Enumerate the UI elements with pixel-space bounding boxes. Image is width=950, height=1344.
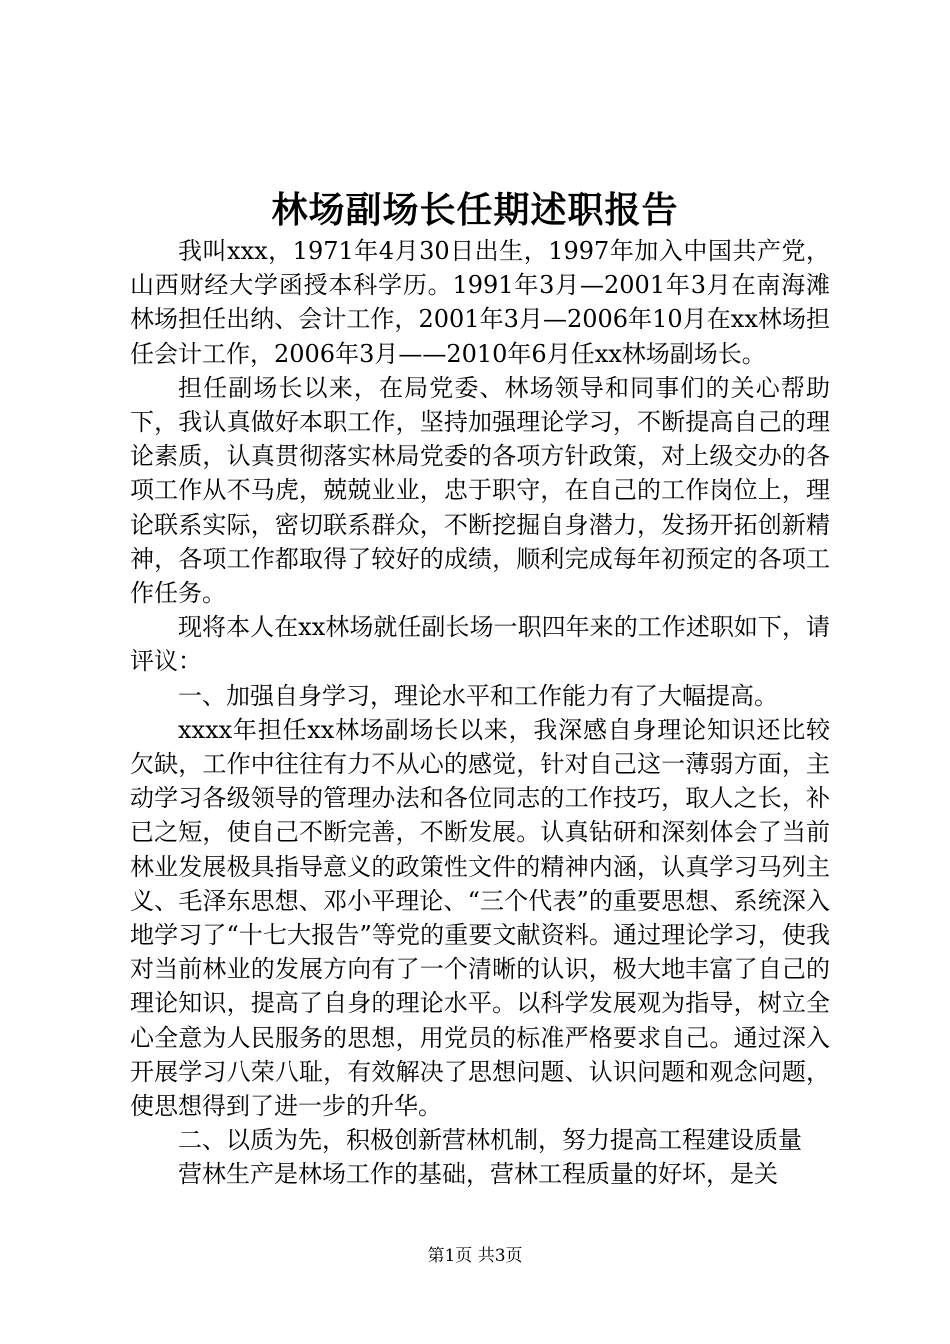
section-heading-2: 二、以质为先，积极创新营林机制，努力提高工程建设质量 (178, 1126, 802, 1155)
paragraph-study: xxxx年担任xx林场副场长以来，我深感自身理论知识还比较欠缺，工作中往往有力不从心的感觉，针对自己这一薄弱方面，主动学习各级领导的管理办法和各位同志的工作技巧，取人之长，补已之短，使自己不断完善，不断发展。认真钻研和深刻体会了当前林业发展极具指导意义的政策性文件的精神内涵，认真学习马列主义、毛泽东思想、邓小平理论、“三个代表”的重要思想、系统深入地学习了“十七大报告”等党的重要文献资料。通过理论学习，使我对当前林业的发展方向有了一个清晰的认识，极大地丰富了自己的理论知识，提高了自身的理论水平。以科学发展观为指导，树立全心全意为人民服务的思想，用党员的标准严格要求自己。通过深入开展学习八荣八耻，有效解决了思想问题、认识问题和观念问题，使思想得到了进一步的升华。 (130, 715, 830, 1121)
document-body (130, 234, 830, 1192)
paragraph-forestry: 营林生产是林场工作的基础，营林工程质量的好坏，是关 (178, 1160, 778, 1189)
paragraph-intro: 我叫xxx，1971年4月30日出生，1997年加入中国共产党，山西财经大学函授本科学历。1991年3月—2001年3月在南海滩林场担任出纳、会计工作，2001年3月—2006年10月在xx林场担任会计工作，2006年3月——2010年6月任xx林场副场长。 (130, 237, 830, 368)
document-title: 林场副场长任期述职报告 (271, 189, 679, 231)
paragraph-preface: 现将本人在xx林场就任副长场一职四年来的工作述职如下，请评议： (130, 613, 830, 676)
page-footer: 第1页 共3页 (427, 1246, 523, 1266)
paragraph-overview: 担任副场长以来，在局党委、林场领导和同事们的关心帮助下，我认真做好本职工作，坚持加强理论学习，不断提高自己的理论素质，认真贯彻落实林局党委的各项方针政策，对上级交办的各项工作从不马虎，兢兢业业，忠于职守，在自己的工作岗位上，理论联系实际，密切联系群众，不断挖掘自身潜力，发扬开拓创新精神，各项工作都取得了较好的成绩，顺利完成每年初预定的各项工作任务。 (130, 373, 830, 608)
section-heading-1: 一、加强自身学习，理论水平和工作能力有了大幅提高。 (178, 681, 778, 710)
